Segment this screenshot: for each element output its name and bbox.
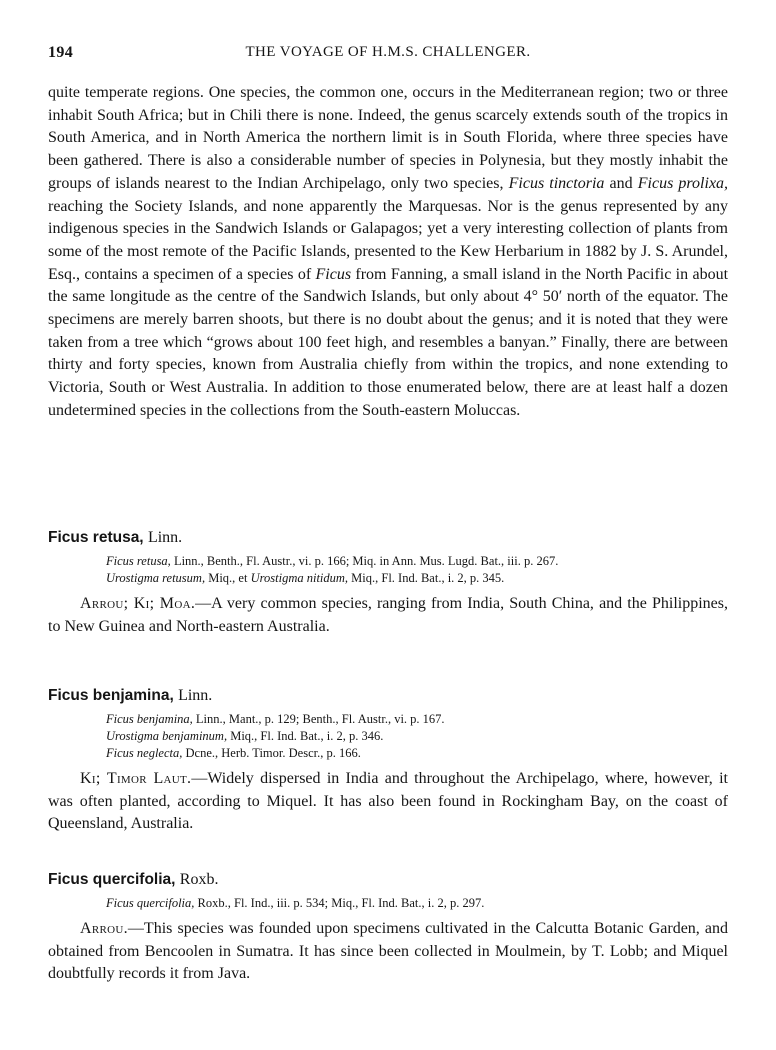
localities: Arrou; Ki; Moa. [80,595,196,612]
species-heading [48,528,728,548]
species-authority: Linn. [178,687,213,704]
species-authority: Roxb. [179,871,219,888]
citation [106,553,728,570]
citation-ref: Miq., Fl. Ind. Bat., i. 2, p. 345. [351,571,505,585]
synonymy-list [106,711,728,762]
page-number: 194 [48,44,74,61]
intro-paragraph [48,82,728,423]
citation-taxon: Ficus neglecta, [106,746,183,760]
species-ref-prolixa: Ficus prolixa, [637,174,729,192]
citation-ref: Dcne., Herb. Timor. Descr., p. 166. [185,746,361,760]
species-entry-retusa [48,528,728,638]
distribution-body: —This species was founded upon specimens cultivated in the Calcutta Botanic Garden, and obtained from Bencoolen in Sumatra. It has since been collected in Moulmein, by T. Lobb; and Miquel doubtfully records it from Java. [48,920,728,983]
intro-text-3: from Fanning, a small island in the North Pacific in about the same longitude as the centre of the Sandwich Islands, but only about 4° 50′ north of the equator. The specimens are merely barren shoots, but there is no doubt about the genus; and it is noted that they were taken from a tree which “grows about 100 feet high, and resembles a banyan.” Finally, there are between thirty and forty species, known from Australia chiefly from within the tropics, and none extending to Victoria, South or West Australia. In addition to those enumerated below, there are at least half a dozen undetermined species in the collections from the South-eastern Moluccas. [48,265,729,419]
citation [106,570,728,587]
species-heading [48,870,728,890]
distribution-body: —A very common species, ranging from India, South China, and the Philippines, to New Guinea and North-eastern Australia. [48,595,728,635]
intro-and: and [609,174,633,192]
species-name: Ficus benjamina, [48,687,174,704]
citation [106,728,728,745]
citation-ref: Miq., Fl. Ind. Bat., i. 2, p. 346. [230,729,384,743]
species-name: Ficus quercifolia, [48,871,176,888]
genus-ref: Ficus [315,265,352,283]
distribution-text [48,918,728,986]
species-heading [48,686,728,706]
synonymy-list [106,553,728,587]
citation-taxon: Ficus quercifolia, [106,896,195,910]
running-title: THE VOYAGE OF H.M.S. CHALLENGER. [245,44,531,60]
citation-taxon: Urostigma nitidum, [250,571,349,585]
distribution-body: —Widely dispersed in India and throughout the Archipelago, where, however, it was often planted, according to Miquel. It has also been found in Rockingham Bay, on the coast of Queensland, Australia. [48,770,728,833]
citation [106,745,728,762]
citation-ref: Linn., Mant., p. 129; Benth., Fl. Austr., vi. p. 167. [195,712,445,726]
citation [106,895,728,912]
intro-text-2: reaching the Society Islands, and none apparently the Marquesas. Nor is the genus represented by any indigenous species in the Sandwich Islands or Galapagos; yet a very interesting collection of plants from some of the most remote of the Pacific Islands, presented to the Kew Herbarium in 1882 by J. S. Arundel, Esq., contains a specimen of a species of [48,197,728,283]
citation-taxon: Urostigma retusum, [106,571,206,585]
species-entry-benjamina [48,686,728,836]
species-ref-tinctoria: Ficus tinctoria [508,174,605,192]
citation [106,711,728,728]
distribution-text [48,768,728,836]
citation-taxon: Ficus retusa, [106,554,171,568]
localities: Arrou. [80,920,128,937]
citation-ref: Roxb., Fl. Ind., iii. p. 534; Miq., Fl. Ind. Bat., i. 2, p. 297. [197,896,485,910]
species-name: Ficus retusa, [48,529,144,546]
citation-taxon: Ficus benjamina, [106,712,193,726]
localities: Ki; Timor Laut. [80,770,192,787]
citation-ref: Linn., Benth., Fl. Austr., vi. p. 166; Miq. in Ann. Mus. Lugd. Bat., iii. p. 267. [173,554,559,568]
citation-taxon: Urostigma benjaminum, [106,729,228,743]
synonymy-list [106,895,728,912]
intro-text-1: quite temperate regions. One species, the common one, occurs in the Mediterranean region; two or three inhabit South Africa; but in Chili there is none. Indeed, the genus scarcely extends south of the tropics in South America, and in North America the northern limit is in South Florida, where three species have been gathered. There is also a considerable number of species in Polynesia, but they mostly inhabit the groups of islands nearest to the Indian Archipelago, only two species, [48,84,728,192]
species-entry-quercifolia [48,870,728,986]
citation-ref: Miq., et [208,571,248,585]
species-authority: Linn. [147,529,183,546]
distribution-text [48,593,728,638]
page-header [48,44,728,70]
